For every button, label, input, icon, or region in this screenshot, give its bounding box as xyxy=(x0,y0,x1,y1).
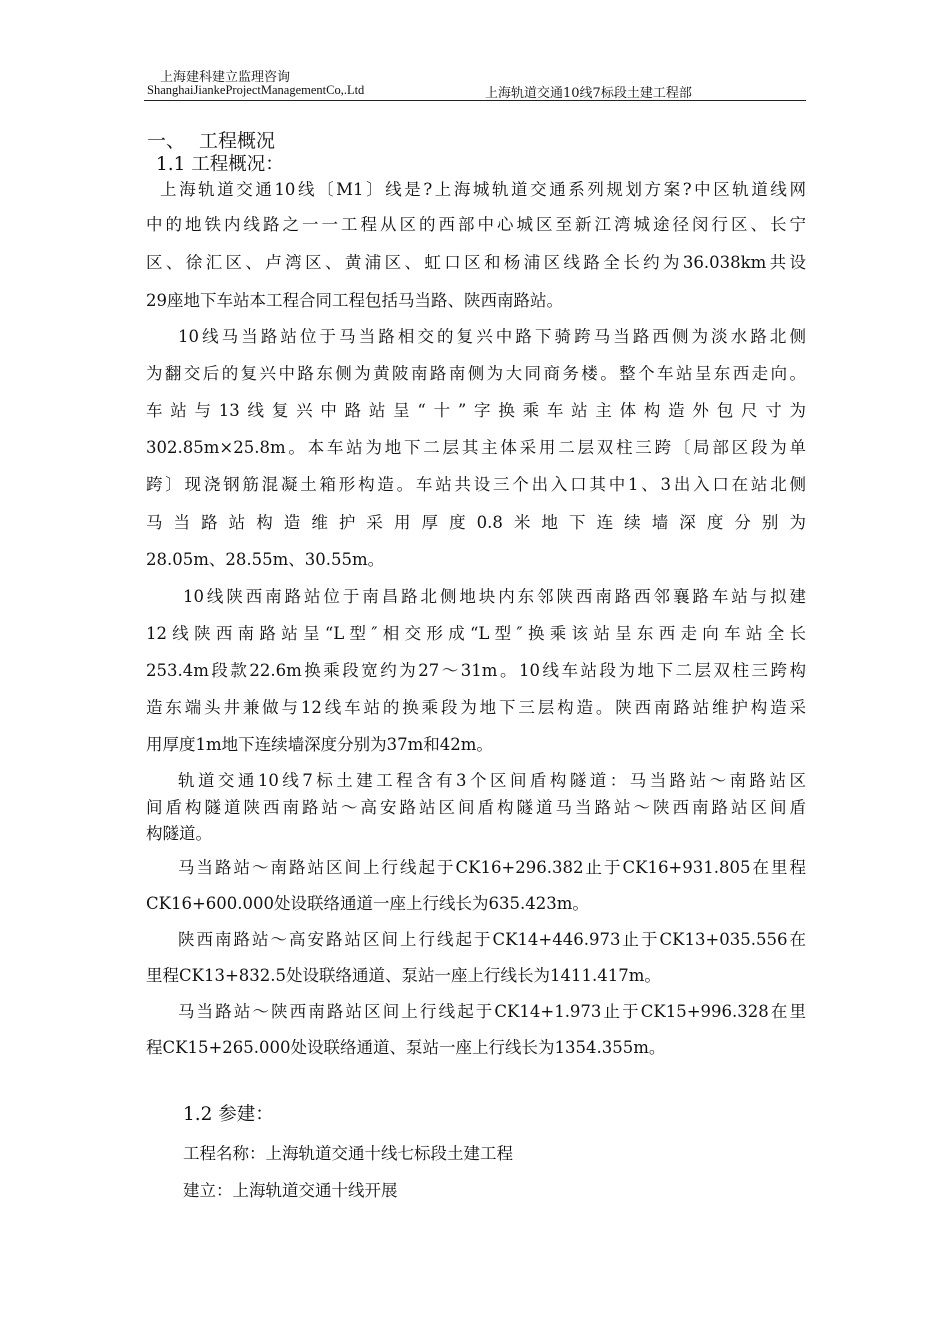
text-line: 马当路站～陕西南路站区间上行线起于CK14+1.973止于CK15+996.328在里 xyxy=(178,1002,806,1021)
section-number: 一、 xyxy=(147,130,186,152)
text-line: 间盾构隧道陕西南路站～高安路站区间盾构隧道马当路站～陕西南路站区间盾 xyxy=(146,798,806,817)
text-line: 28.05m、28.55m、30.55m。 xyxy=(146,550,385,569)
text-line: 12线陕西南路站呈“L型″相交形成“L型″换乘该站呈东西走向车站全长 xyxy=(146,624,806,643)
text-line: 10线马当路站位于马当路相交的复兴中路下骑跨马当路西侧为淡水路北侧 xyxy=(178,327,806,346)
section-heading xyxy=(147,126,275,153)
subsection-heading-1-2: 1.2 参建： xyxy=(183,1104,274,1125)
text-line: 陕西南路站～高安路站区间上行线起于CK14+446.973止于CK13+035.556在 xyxy=(178,930,806,949)
text-line: 构隧道。 xyxy=(146,824,212,843)
text-line: 造东端头井兼做与12线车站的换乘段为地下三层构造。陕西南路站维护构造采 xyxy=(146,698,806,717)
text-line: 29座地下车站本工程合同工程包括马当路、陕西南路站。 xyxy=(146,291,563,310)
header-company-cn: 上海建科建立监理咨询 xyxy=(160,70,291,85)
text-line: 中的地铁内线路之一一工程从区的西部中心城区至新江湾城途径闵行区、长宁 xyxy=(146,215,806,234)
text-line: 区、徐汇区、卢湾区、黄浦区、虹口区和杨浦区线路全长约为36.038km共设 xyxy=(146,253,806,272)
text-line: 253.4m段款22.6m换乘段宽约为27～31m。10线车站段为地下二层双柱三跨构 xyxy=(146,661,806,680)
text-line: 用厚度1m地下连续墙深度分别为37m和42m。 xyxy=(146,735,493,754)
builder-line: 建立：上海轨道交通十线开展 xyxy=(183,1181,398,1200)
header-company-en: ShanghaiJiankeProjectManagementCo,.Ltd xyxy=(147,83,365,97)
text-line: 马当路站～南路站区间上行线起于CK16+296.382止于CK16+931.805在里程 xyxy=(178,858,806,877)
project-name-line: 工程名称：上海轨道交通十线七标段土建工程 xyxy=(183,1144,513,1163)
section-title: 工程概况 xyxy=(199,130,276,152)
text-line: 程CK15+265.000处设联络通道、泵站一座上行线长为1354.355m。 xyxy=(146,1038,666,1057)
text-line: 跨〕现浇钢筋混凝土箱形构造。车站共设三个出入口其中1、3出入口在站北侧 xyxy=(146,475,806,494)
text-line: 里程CK13+832.5处设联络通道、泵站一座上行线长为1411.417m。 xyxy=(146,966,661,985)
text-line: 上海轨道交通10线〔M1〕线是?上海城轨道交通系列规划方案?中区轨道线网 xyxy=(160,180,806,199)
header-divider xyxy=(144,100,806,101)
text-line: 轨道交通10线7标土建工程含有3个区间盾构隧道：马当路站～南路站区 xyxy=(178,771,806,790)
text-line: 302.85m×25.8m。本车站为地下二层其主体采用二层双柱三跨〔局部区段为单 xyxy=(146,438,806,457)
text-line: 马当路站构造维护采用厚度0.8米地下连续墙深度分别为 xyxy=(146,513,806,532)
text-line: 10线陕西南路站位于南昌路北侧地块内东邻陕西南路西邻襄路车站与拟建 xyxy=(183,587,806,606)
text-line: CK16+600.000处设联络通道一座上行线长为635.423m。 xyxy=(146,894,589,913)
text-line: 为翻交后的复兴中路东侧为黄陂南路南侧为大同商务楼。整个车站呈东西走向。 xyxy=(146,364,806,383)
header-project-dept: 上海轨道交通10线7标段土建工程部 xyxy=(485,86,692,101)
subsection-heading-1-1: 1.1 工程概况： xyxy=(156,154,284,175)
text-line: 车站与13线复兴中路站呈“十”字换乘车站主体构造外包尺寸为 xyxy=(146,401,806,420)
